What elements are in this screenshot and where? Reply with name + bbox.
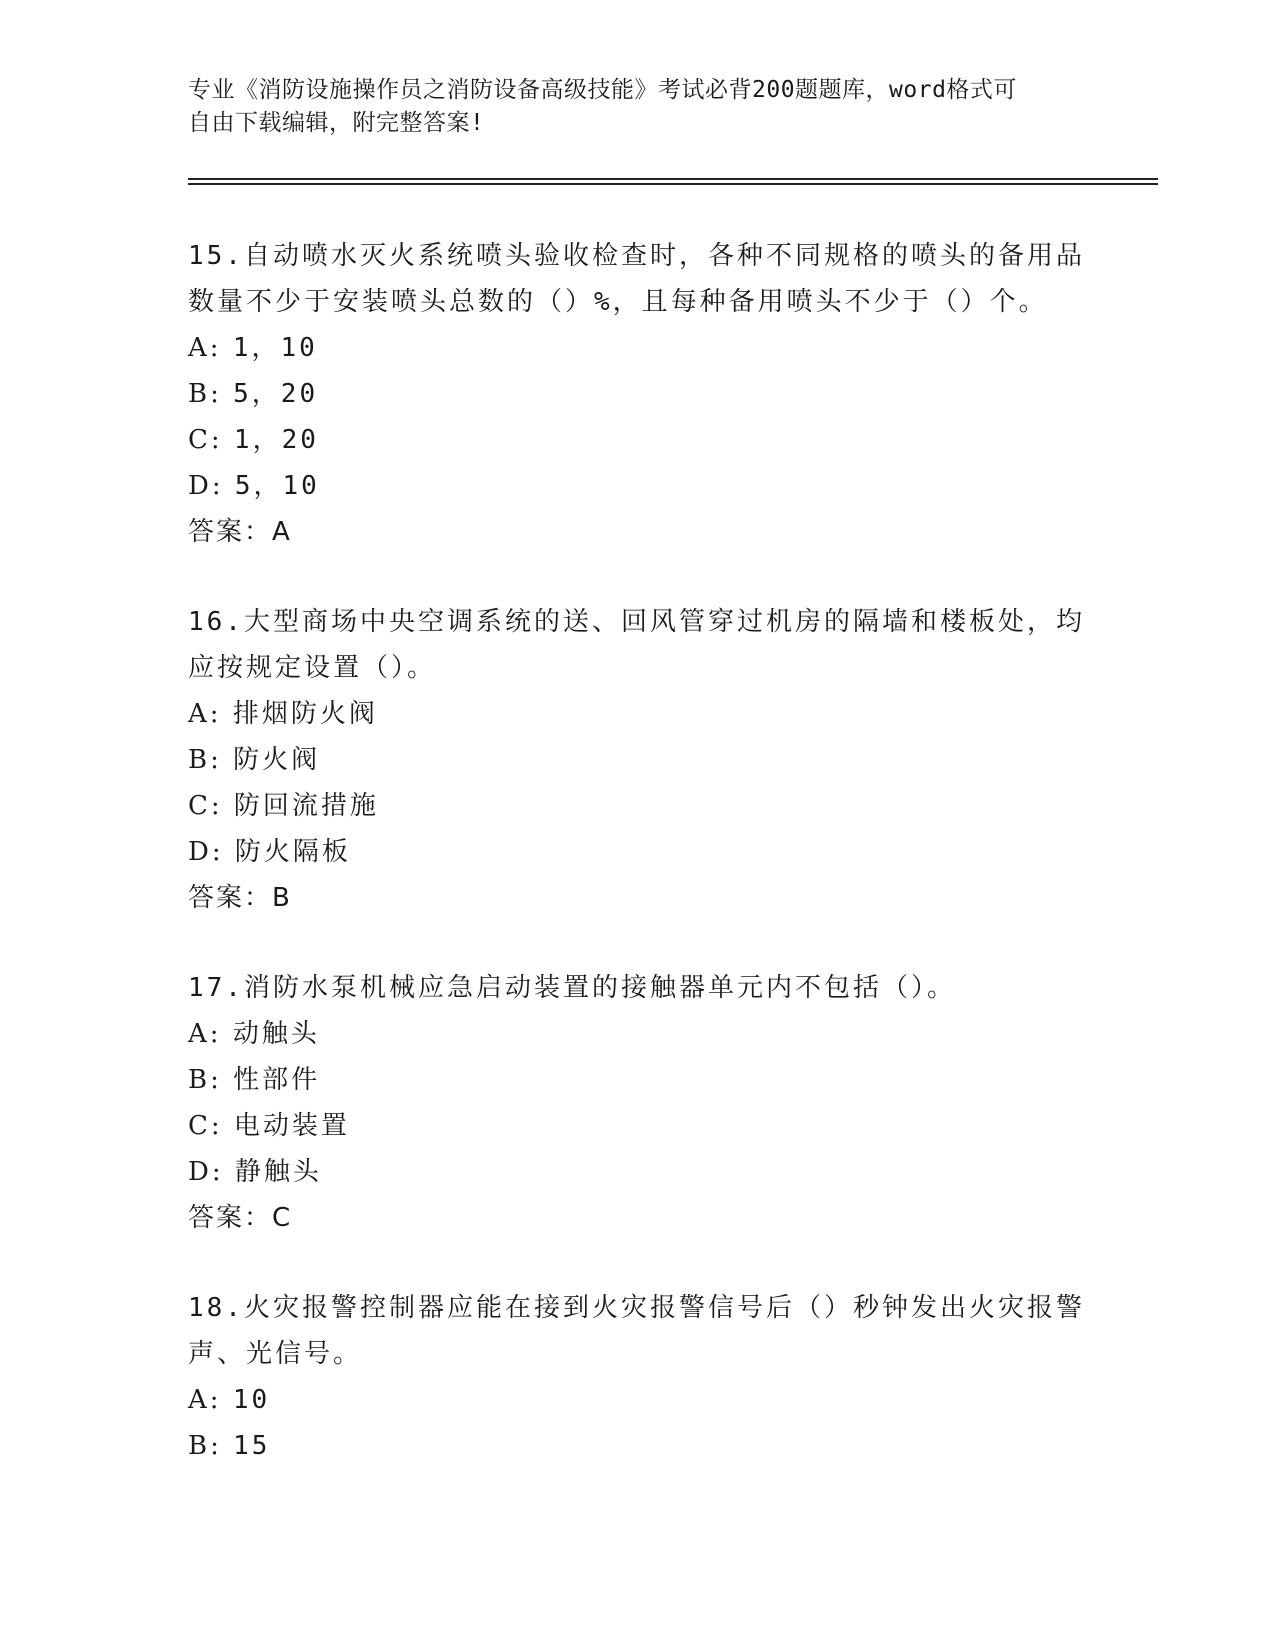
option-key: C: xyxy=(188,425,223,455)
option-key: A: xyxy=(188,699,222,729)
option-text: 性部件 xyxy=(233,1065,321,1095)
option-key: A: xyxy=(188,1019,222,1049)
option-d xyxy=(188,829,1088,875)
question-16 xyxy=(188,599,1088,921)
option-text: 15 xyxy=(233,1431,271,1461)
option-text: 5，20 xyxy=(233,379,319,409)
document-header xyxy=(188,74,1088,140)
question-list xyxy=(188,233,1088,1513)
option-d xyxy=(188,463,1088,509)
answer-label: 答案：C xyxy=(188,1203,293,1233)
option-key: B: xyxy=(188,379,222,409)
answer-label: 答案：B xyxy=(188,883,292,913)
question-stem: 声、光信号。 xyxy=(188,1339,363,1369)
option-text: 静触头 xyxy=(234,1157,322,1187)
option-d xyxy=(188,1149,1088,1195)
option-a xyxy=(188,691,1088,737)
option-a xyxy=(188,1011,1088,1057)
option-text: 防火隔板 xyxy=(234,837,351,867)
question-stem: 数量不少于安装喷头总数的（）%，且每种备用喷头不少于（）个。 xyxy=(188,287,1048,317)
option-b xyxy=(188,737,1088,783)
option-c xyxy=(188,417,1088,463)
question-17 xyxy=(188,965,1088,1241)
option-text: 排烟防火阀 xyxy=(232,699,378,729)
option-key: B: xyxy=(188,745,222,775)
option-text: 1，20 xyxy=(233,425,319,455)
question-15 xyxy=(188,233,1088,555)
option-key: D: xyxy=(188,471,224,501)
option-key: D: xyxy=(188,837,224,867)
question-stem: 17.消防水泵机械应急启动装置的接触器单元内不包括（）。 xyxy=(188,973,956,1003)
option-text: 电动装置 xyxy=(233,1111,350,1141)
option-c xyxy=(188,783,1088,829)
option-key: A: xyxy=(188,1385,222,1415)
question-stem: 16.大型商场中央空调系统的送、回风管穿过机房的隔墙和楼板处，均 xyxy=(188,607,1085,637)
option-text: 5，10 xyxy=(234,471,320,501)
option-text: 动触头 xyxy=(232,1019,320,1049)
header-line-2: 自由下载编辑，附完整答案! xyxy=(188,110,485,136)
option-c xyxy=(188,1103,1088,1149)
question-stem: 15.自动喷水灭火系统喷头验收检查时，各种不同规格的喷头的备用品 xyxy=(188,241,1085,271)
option-key: A: xyxy=(188,333,222,363)
option-text: 防回流措施 xyxy=(233,791,379,821)
option-a xyxy=(188,325,1088,371)
option-text: 10 xyxy=(232,1385,271,1415)
header-line-1: 专业《消防设施操作员之消防设备高级技能》考试必背200题题库，word格式可 xyxy=(188,77,1017,103)
header-divider xyxy=(188,178,1158,180)
option-text: 防火阀 xyxy=(233,745,321,775)
option-b xyxy=(188,371,1088,417)
question-18 xyxy=(188,1285,1088,1469)
question-stem: 18.火灾报警控制器应能在接到火灾报警信号后（）秒钟发出火灾报警 xyxy=(188,1293,1085,1323)
option-key: B: xyxy=(188,1065,222,1095)
option-b xyxy=(188,1423,1088,1469)
option-key: D: xyxy=(188,1157,224,1187)
option-text: 1，10 xyxy=(232,333,318,363)
question-stem: 应按规定设置（）。 xyxy=(188,653,437,683)
option-key: C: xyxy=(188,791,223,821)
option-key: C: xyxy=(188,1111,223,1141)
option-b xyxy=(188,1057,1088,1103)
header-divider xyxy=(188,183,1158,185)
option-a xyxy=(188,1377,1088,1423)
option-key: B: xyxy=(188,1431,222,1461)
answer-label: 答案：A xyxy=(188,517,292,547)
